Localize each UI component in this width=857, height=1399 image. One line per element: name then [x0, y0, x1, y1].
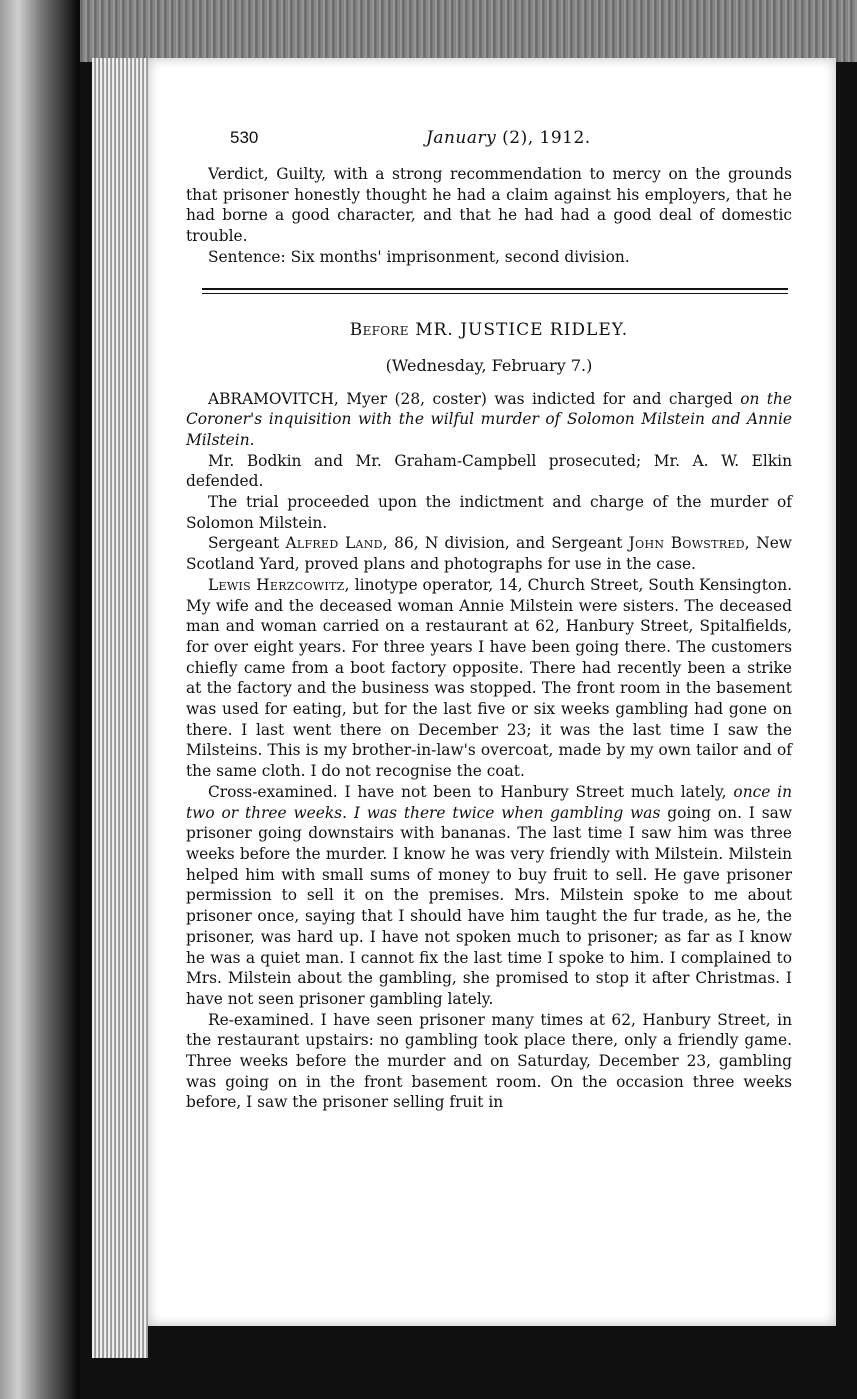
section-divider	[202, 288, 788, 294]
re-examination-paragraph	[186, 1010, 792, 1114]
running-head	[186, 128, 792, 152]
court-heading	[186, 320, 792, 340]
witness-bowstred-details: New Scotland Yard, proved plans and photographs for use in the case.	[186, 534, 792, 574]
running-head-month: January	[426, 128, 497, 148]
sentence-paragraph: Sentence: Six months' imprisonment, second division.	[208, 247, 630, 266]
page-number: 530	[230, 128, 259, 147]
cross-examined-label: Cross-examined.	[208, 782, 338, 801]
herzcowitz-testimony	[186, 575, 792, 782]
cross-examination-text-2: going on. I saw prisoner going downstairs with bananas. The last time I saw him was three weeks before the murder. I know he was very friendly with Milstein. Milstein helped him with small sums of money to buy fruit to sell. He gave prisoner permission to sell it on the premises. Mrs. Milstein spoke to me about prisoner once, saying that I should have him taught the fur trade, as he, the prisoner, was hard up. I have not spoken much to prisoner; as far as I know he was a quiet man. I cannot fix the last time I spoke to him. I complained to Mrs. Milstein about the gambling, she promised to stop it after Christmas. I have not seen prisoner gambling lately.	[186, 803, 792, 1008]
scan-border-top	[0, 0, 857, 62]
re-examined-label: Re-examined.	[208, 1010, 315, 1029]
re-examination-text: I have seen prisoner many times at 62, Hanbury Street, in the restaurant upstairs: no gambling took place there, only a friendly game. Three weeks before the murder and on Saturday, December 23, gambling was going on in the front basement room. On the occasion three weeks before, I saw the prisoner selling fruit in	[186, 1010, 792, 1112]
book-page-edges	[92, 58, 148, 1358]
witness-name-herzcowitz: Lewis Herzcowitz,	[208, 575, 350, 594]
cross-examination-text-1: I have not been to Hanbury Street much lately,	[337, 782, 727, 801]
cross-examination-paragraph	[186, 782, 792, 1010]
witness-name-land: Alfred Land,	[285, 534, 388, 553]
page-sheet	[148, 58, 836, 1326]
witness-name-bowstred: John Bowstred,	[628, 534, 751, 553]
plans-witness-paragraph	[186, 533, 792, 574]
page-content	[186, 128, 792, 1113]
court-heading-judge: MR. JUSTICE RIDLEY.	[415, 319, 629, 340]
indictment-paragraph	[186, 389, 792, 451]
running-head-date-rest: (2), 1912.	[496, 128, 591, 148]
herzcowitz-testimony-text: linotype operator, 14, Church Street, South Kensington. My wife and the deceased woman Annie Milstein were sisters. The deceased man and woman carried on a restaurant at 62, Hanbury Street, Spitalfields, for over eight years. For three years I have been going there. The customers chiefly came from a boot factory opposite. There had recently been a strike at the factory and the business was stopped. The front room in the basement was used for eating, but for the last five or six weeks gambling had gone on there. I last went there on December 23; it was the last time I saw the Milsteins. This is my brother-in-law's overcoat, made by my own tailor and of the same cloth. I do not recognise the coat.	[186, 575, 792, 781]
defendant-name: ABRAMOVITCH,	[208, 389, 339, 408]
witness-land-details: 86, N division, and Sergeant	[387, 534, 623, 553]
cross-examination-italic: once in two or three weeks. I was there twice when gambling was	[186, 782, 792, 822]
court-heading-before: Before	[349, 319, 409, 340]
witness-rank: Sergeant	[208, 534, 280, 553]
sitting-date: (Wednesday, February 7.)	[385, 355, 593, 375]
verdict-paragraph: Verdict, Guilty, with a strong recommendation to mercy on the grounds that prisoner honestly thought he had a claim against his employers, that he had borne a good character, and that he had had a good deal of domestic trouble.	[186, 165, 792, 246]
trial-paragraph: The trial proceeded upon the indictment and charge of the murder of Solomon Milstein.	[186, 493, 792, 532]
inquisition-text: on the Coroner's inquisition with the wilful murder of Solomon Milstein and Annie Milstein.	[186, 389, 792, 449]
counsel-paragraph: Mr. Bodkin and Mr. Graham-Campbell prosecuted; Mr. A. W. Elkin defended.	[186, 451, 792, 491]
indictment-text: Myer (28, coster) was indicted for and charged	[338, 389, 733, 408]
scan-border-left	[0, 0, 80, 1399]
running-head-date	[426, 128, 591, 148]
